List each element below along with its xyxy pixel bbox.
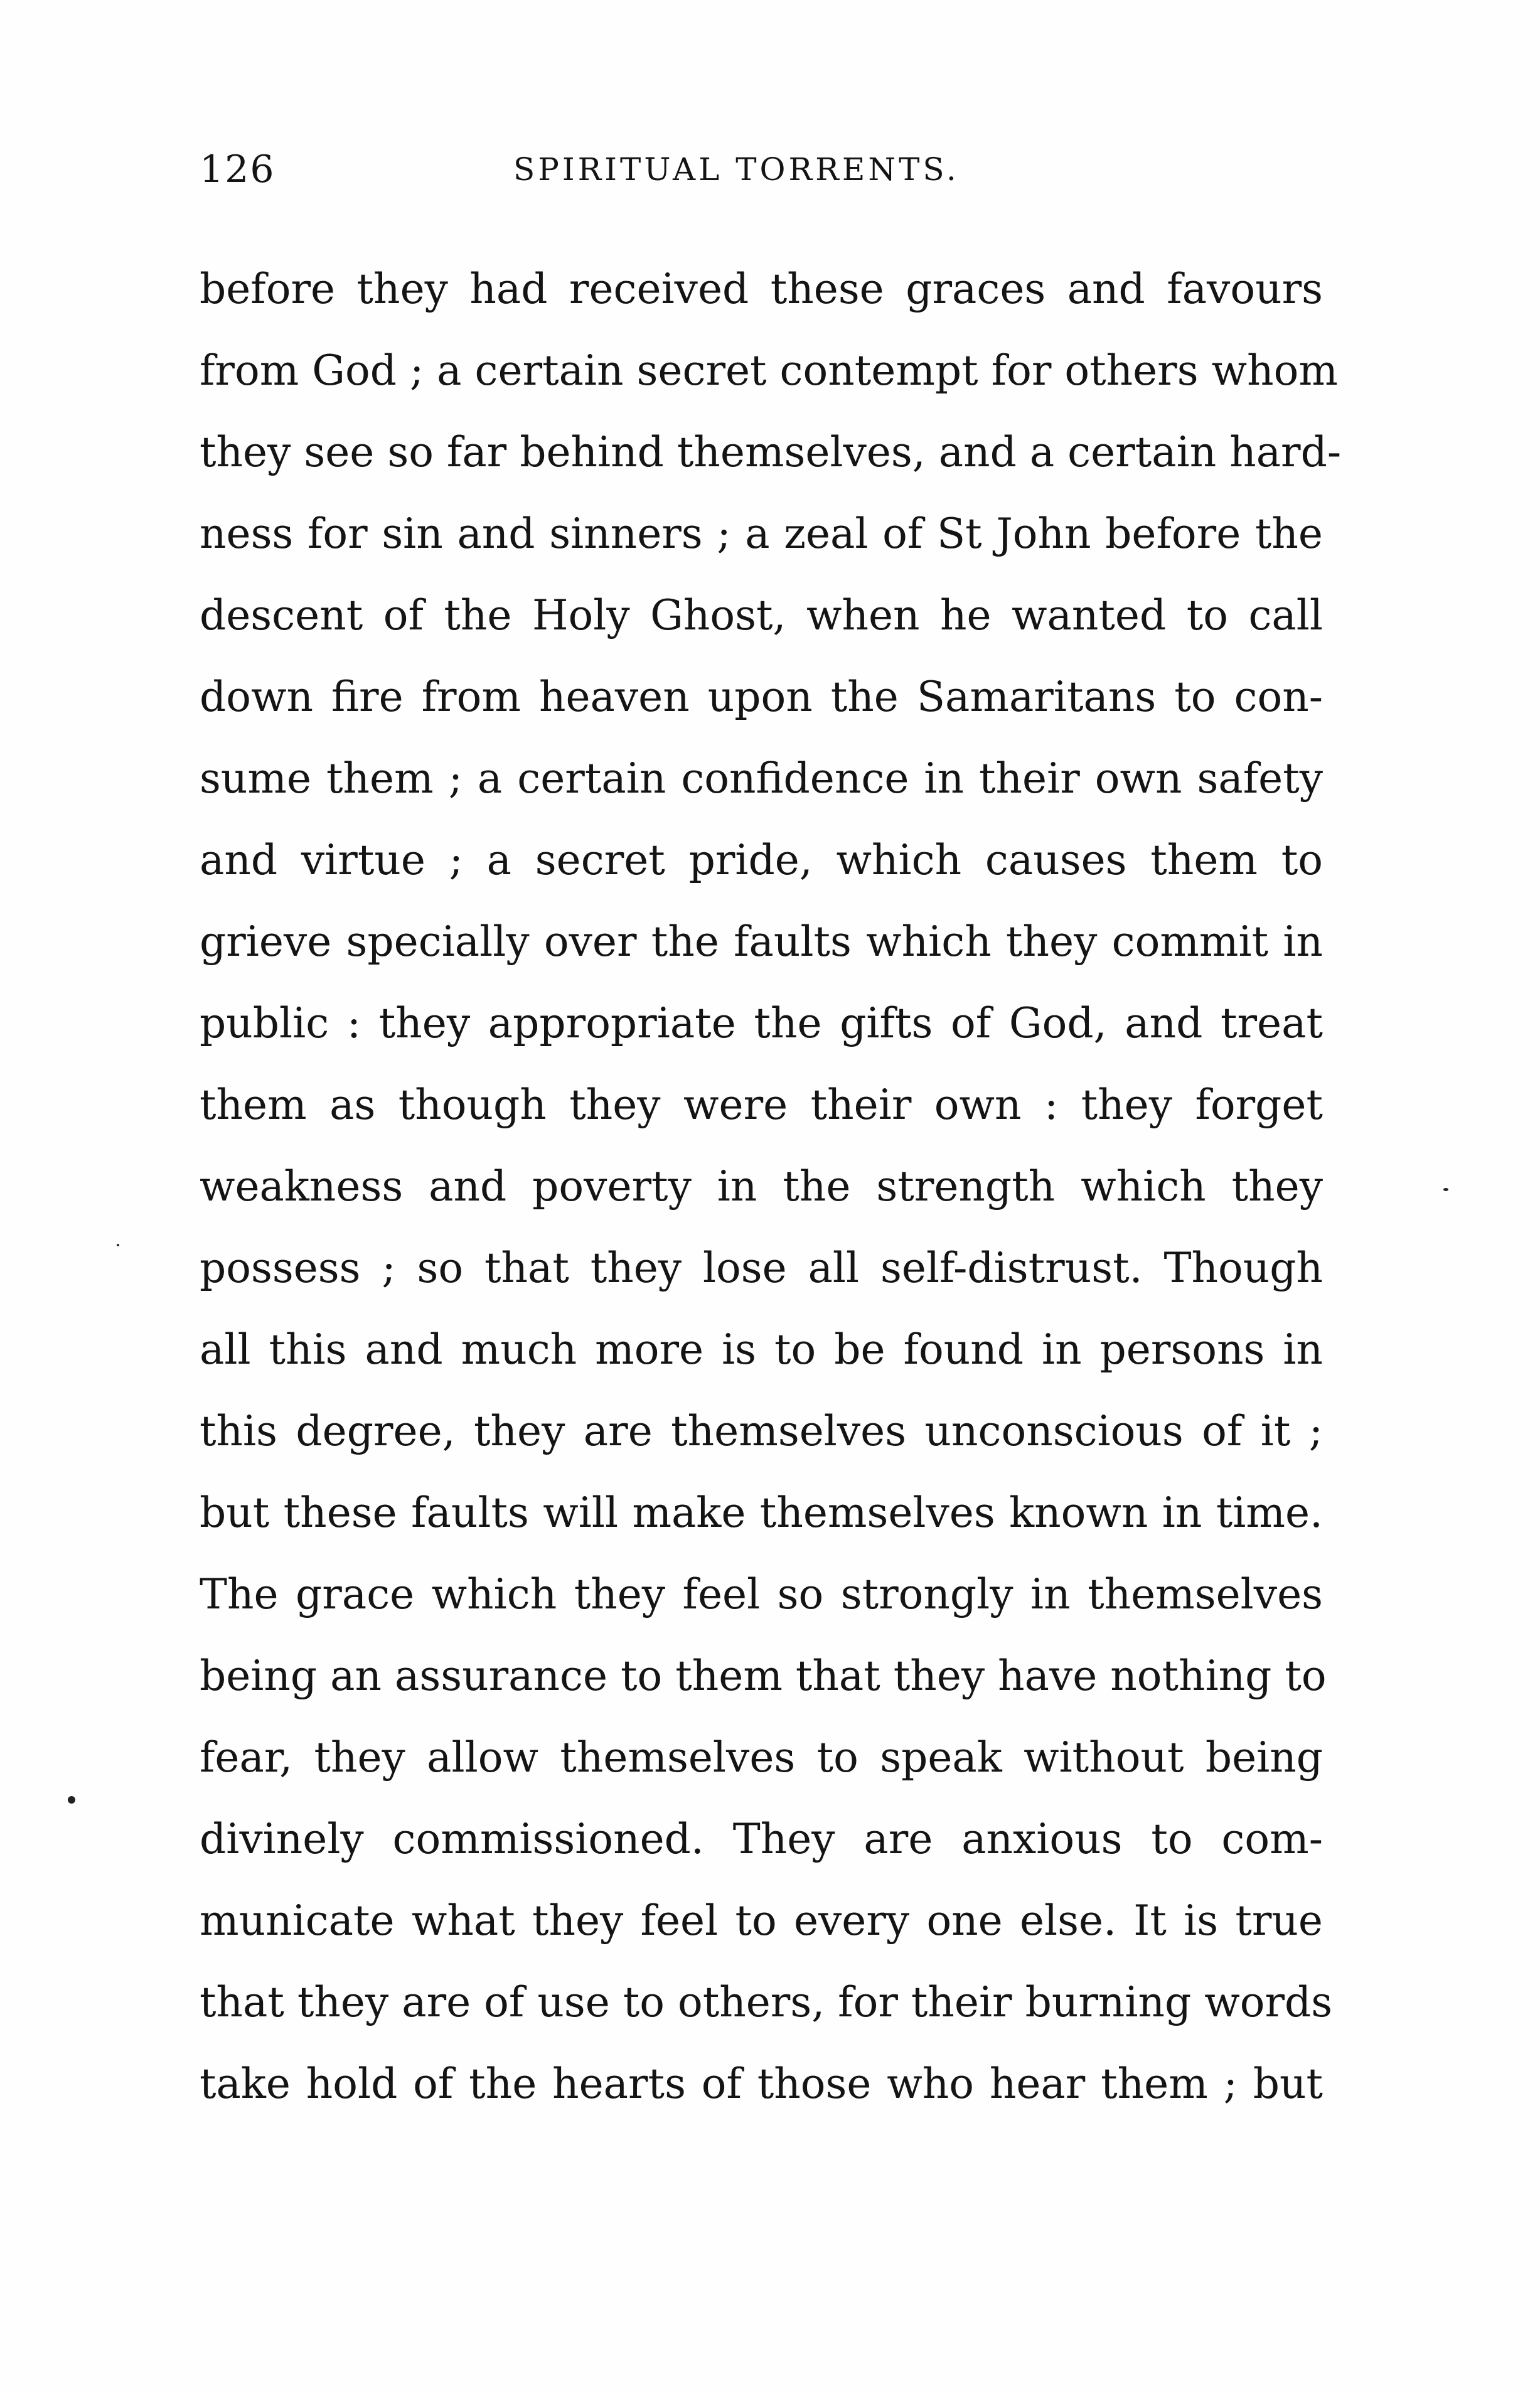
text-line: down fire from heaven upon the Samaritans to con-: [200, 673, 1323, 721]
text-line: fear, they allow themselves to speak without being: [200, 1733, 1323, 1782]
running-head: [200, 144, 1323, 195]
text-line: ness for sin and sinners ; a zeal of St John before the: [200, 510, 1323, 558]
text-line: take hold of the hearts of those who hear them ; but: [200, 2060, 1323, 2108]
text-line: from God ; a certain secret contempt for others whom: [200, 346, 1338, 395]
scan-speck: [1443, 1188, 1448, 1191]
text-line: but these faults will make themselves known in time.: [200, 1489, 1323, 1537]
text-line: municate what they feel to every one else. It is true: [200, 1896, 1323, 1945]
text-line: grieve specially over the faults which they commit in: [200, 917, 1323, 966]
text-line: and virtue ; a secret pride, which causes them to: [200, 836, 1323, 884]
text-line: public : they appropriate the gifts of God, and treat: [200, 999, 1323, 1047]
text-line: them as though they were their own : they forget: [200, 1081, 1323, 1129]
text-line: this degree, they are themselves unconscious of it ;: [200, 1407, 1323, 1455]
scan-speck: [68, 1796, 75, 1804]
text-line: all this and much more is to be found in persons in: [200, 1325, 1323, 1374]
text-line: they see so far behind themselves, and a certain hard-: [200, 428, 1342, 476]
text-line: The grace which they feel so strongly in themselves: [200, 1570, 1323, 1618]
text-line: that they are of use to others, for their burning words: [200, 1978, 1333, 2026]
running-title: SPIRITUAL TORRENTS.: [513, 151, 960, 188]
text-line: weakness and poverty in the strength which they: [200, 1162, 1323, 1211]
scan-speck: [117, 1244, 119, 1246]
text-line: descent of the Holy Ghost, when he wanted to call: [200, 591, 1323, 639]
text-line: before they had received these graces and favours: [200, 265, 1323, 313]
text-line: divinely commissioned. They are anxious to com-: [200, 1815, 1323, 1863]
text-line: possess ; so that they lose all self-distrust. Though: [200, 1244, 1323, 1292]
text-line: being an assurance to them that they have nothing to: [200, 1652, 1327, 1700]
body-text: [200, 249, 1342, 2125]
text-line: sume them ; a certain confidence in their own safety: [200, 754, 1323, 803]
page-number: 126: [200, 147, 275, 191]
